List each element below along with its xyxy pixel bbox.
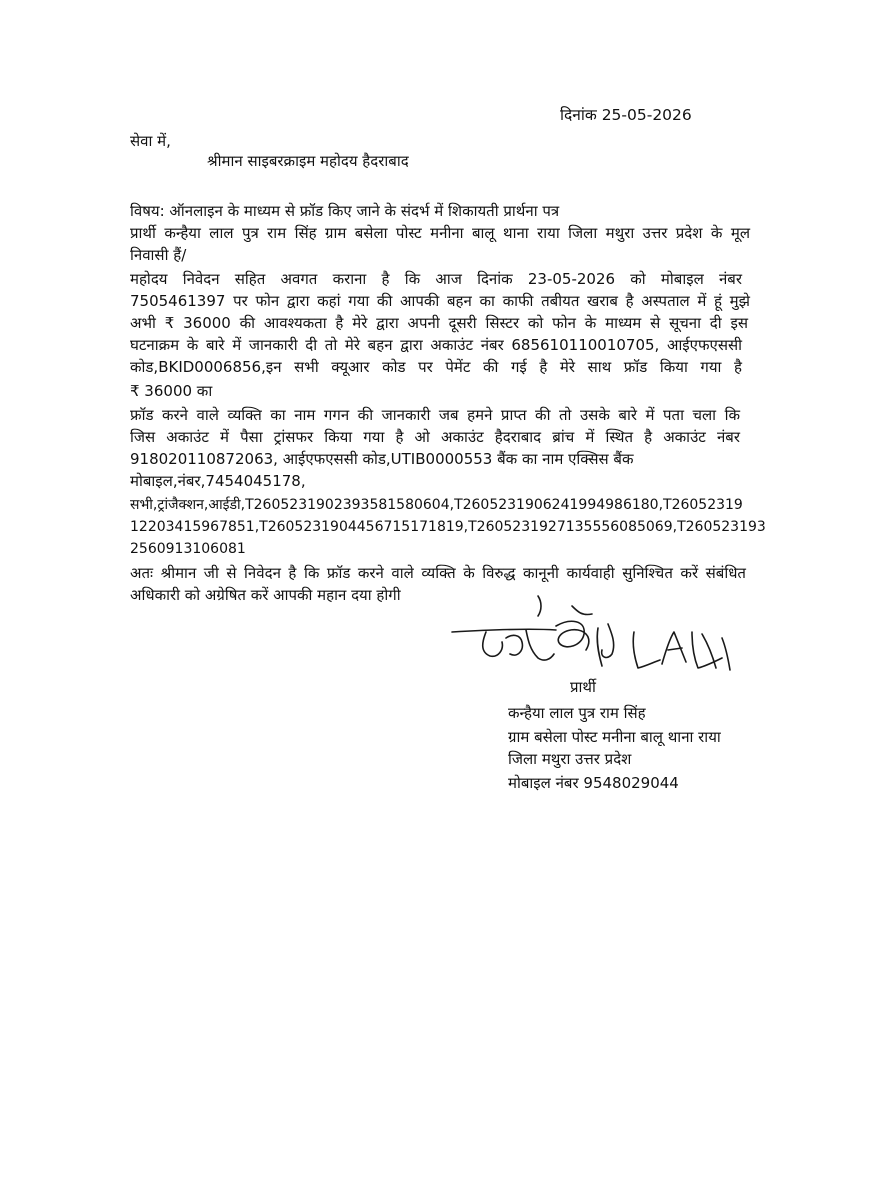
body-line	[130, 290, 750, 312]
letter-date: दिनांक 25-05-2026	[560, 106, 692, 124]
sender-name: कन्हैया लाल पुत्र राम सिंह	[508, 704, 646, 722]
body-line-text: 7505461397 पर फोन द्वारा कहां गया की आपकी बहन का काफी तबीयत खराब है अस्पताल में हूं मुझे	[130, 292, 750, 310]
body-line	[130, 334, 742, 356]
body-line-text: अभी ₹ 36000 की आवश्यकता है मेरे द्वारा अपनी दूसरी सिस्टर को फोन के माध्यम से सूचना दी इस	[130, 314, 748, 332]
signature-stroke	[662, 632, 686, 664]
body-line-text: फ्रॉड करने वाले व्यक्ति का नाम गगन की जानकारी जब हमने प्राप्त की तो उसके बारे में पता चला कि	[130, 406, 740, 424]
body-line-text: महोदय निवेदन सहित अवगत कराना है कि आज दिनांक 23-05-2026 को मोबाइल नंबर	[130, 270, 742, 288]
signature-stroke	[506, 635, 522, 655]
signature-stroke	[483, 632, 503, 656]
addressee: श्रीमान साइबरक्राइम महोदय हैदराबाद	[207, 152, 409, 170]
signature-stroke	[722, 638, 730, 670]
signature-stroke	[526, 630, 554, 660]
sender-district: जिला मथुरा उत्तर प्रदेश	[508, 750, 632, 768]
transaction-ids-text: सभी,ट्रांजैक्शन,आईडी,T2605231902393581580604,T2605231906241994986180,T26052319	[130, 497, 743, 513]
subject-line: विषय: ऑनलाइन के माध्यम से फ्रॉड किए जाने के संदर्भ में शिकायती प्रार्थना पत्र	[130, 202, 560, 220]
body-line-text: घटनाक्रम के बारे में जानकारी दी तो मेरे बहन द्वारा अकाउंट नंबर 685610110010705, आईएफएससी	[130, 336, 742, 354]
intro-line: निवासी हैं/	[130, 246, 187, 264]
body-line: ₹ 36000 का	[130, 382, 213, 400]
signature-stroke	[572, 606, 592, 615]
transaction-ids-line	[130, 494, 742, 516]
sender-mobile: मोबाइल नंबर 9548029044	[508, 774, 679, 792]
body-line-text: कोड,BKID0006856,इन सभी क्यूआर कोड पर पेमेंट की गई है मेरे साथ फ्रॉड किया गया है	[130, 358, 742, 376]
signature-stroke	[597, 628, 602, 666]
closing-line: अधिकारी को अग्रेषित करें आपकी महान दया होगी	[130, 586, 401, 604]
intro-line-text: प्रार्थी कन्हैया लाल पुत्र राम सिंह ग्राम बसेला पोस्ट मनीना बालू थाना राया जिला मथुरा उत्तर प्रदेश के मूल	[130, 224, 750, 242]
intro-line	[130, 222, 750, 244]
signature-stroke	[602, 624, 614, 657]
signature-stroke	[692, 632, 722, 668]
body-line	[130, 404, 740, 426]
closing-line-text: अतः श्रीमान जी से निवेदन है कि फ्रॉड करने वाले व्यक्ति के विरुद्ध कानूनी कार्यवाही सुनिश्चित करें संबंधित	[130, 564, 746, 582]
transaction-ids-line: 2560913106081	[130, 541, 246, 557]
signature-stroke	[702, 634, 716, 668]
signature-stroke	[633, 632, 660, 668]
salutation: सेवा में,	[130, 132, 171, 150]
transaction-ids-line	[130, 516, 766, 538]
signature-stroke	[556, 621, 589, 650]
body-line	[130, 356, 742, 378]
signature-stroke	[452, 629, 556, 632]
closing-line	[130, 562, 746, 584]
applicant-label: प्रार्थी	[570, 678, 596, 696]
body-line: मोबाइल,नंबर,7454045178,	[130, 472, 306, 490]
body-line	[130, 312, 748, 334]
body-line	[130, 268, 742, 290]
body-line: 918020110872063, आईएफएससी कोड,UTIB0000553 बैंक का नाम एक्सिस बैंक	[130, 450, 634, 468]
body-line	[130, 426, 740, 448]
body-line-text: जिस अकाउंट में पैसा ट्रांसफर किया गया है ओ अकाउंट हैदराबाद ब्रांच में स्थित है अकाउंट नंबर	[130, 428, 740, 446]
transaction-ids-text: 12203415967851,T2605231904456715171819,T2605231927135556085069,T260523193	[130, 519, 766, 535]
signature-stroke	[538, 596, 541, 616]
sender-address: ग्राम बसेला पोस्ट मनीना बालू थाना राया	[508, 728, 721, 746]
